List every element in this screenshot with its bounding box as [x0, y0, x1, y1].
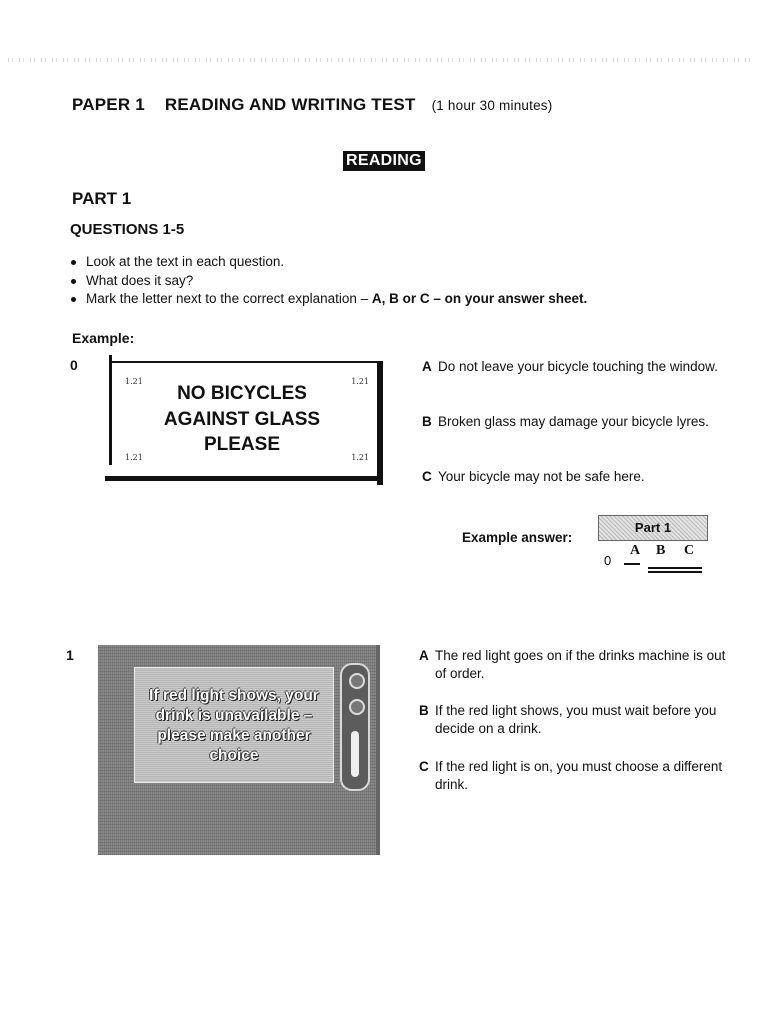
part-heading: PART 1	[72, 189, 132, 208]
option-b	[419, 702, 735, 738]
option-a	[422, 358, 728, 376]
sign-line: NO BICYCLES	[177, 383, 307, 404]
option-text: If the red light shows, you must wait before you decide on a drink.	[435, 703, 717, 736]
sign-border	[105, 476, 383, 481]
questions-heading: QUESTIONS 1-5	[70, 221, 185, 238]
option-b	[422, 413, 728, 431]
paper-number: PAPER 1	[72, 95, 145, 114]
sign-line: choice	[209, 747, 259, 764]
option-letter: A	[422, 359, 432, 374]
sign-line: please make another	[157, 727, 311, 744]
answer-row-number: 0	[604, 553, 612, 568]
instruction-text: Mark the letter next to the correct explanation –	[86, 291, 369, 306]
scan-noise-line	[8, 58, 756, 62]
instruction-item: Look at the text in each question.	[70, 253, 587, 272]
option-text: Broken glass may damage your bicycle lyres.	[438, 414, 709, 429]
instruction-bold: A, B or C – on your answer sheet.	[371, 291, 588, 306]
example-number: 0	[70, 357, 78, 373]
coin-slot-icon	[351, 731, 359, 777]
option-letter: C	[422, 469, 432, 484]
option-letter: B	[419, 703, 429, 718]
option-c	[419, 758, 735, 794]
sign-border	[109, 355, 112, 465]
button-icon	[349, 699, 365, 715]
example-label: Example:	[72, 330, 135, 346]
sign-border	[377, 361, 383, 485]
sign-line: drink is unavailable –	[155, 707, 313, 724]
option-text: The red light goes on if the drinks machine is out of order.	[435, 648, 726, 681]
example-sign	[105, 355, 385, 485]
answer-letter-c: C	[684, 543, 695, 558]
section-heading: READING	[343, 151, 425, 171]
option-c	[422, 468, 728, 486]
answer-letter-b: B	[656, 543, 666, 558]
paper-title	[72, 95, 552, 115]
sign-panel	[134, 667, 334, 783]
test-title: READING AND WRITING TEST	[164, 95, 416, 114]
example-answer-label: Example answer:	[462, 530, 573, 545]
question-number: 1	[66, 647, 74, 663]
sign-code: 1.21	[125, 453, 143, 462]
instructions-list	[70, 253, 587, 309]
sign-code: 1.21	[351, 453, 369, 462]
answer-letter-a: A	[630, 543, 641, 558]
test-duration: (1 hour 30 minutes)	[431, 98, 553, 113]
option-letter: A	[419, 648, 429, 663]
instruction-item: What does it say?	[70, 272, 587, 291]
sign-text	[135, 686, 333, 766]
instruction-item	[70, 290, 587, 309]
sign-code: 1.21	[351, 377, 369, 386]
red-light-icon	[349, 673, 365, 689]
sign-line: AGAINST GLASS	[163, 408, 321, 430]
option-letter: B	[422, 414, 432, 429]
option-text: Your bicycle may not be safe here.	[438, 469, 645, 484]
option-text: If the red light is on, you must choose a different drink.	[435, 759, 723, 792]
option-a	[419, 647, 735, 683]
sign-border	[109, 361, 377, 363]
sign-text	[135, 381, 349, 458]
drinks-machine-photo	[98, 645, 380, 855]
answer-grid-header: Part 1	[598, 515, 708, 541]
option-letter: C	[419, 759, 429, 774]
sign-line: PLEASE	[203, 434, 281, 455]
sign-code: 1.21	[125, 377, 143, 386]
machine-edge	[376, 645, 380, 855]
answer-marks	[622, 563, 702, 575]
example-answer-grid	[598, 515, 708, 577]
option-text: Do not leave your bicycle touching the window.	[438, 359, 718, 374]
machine-button-strip	[340, 663, 370, 791]
sign-line: If red light shows, your	[149, 687, 319, 704]
